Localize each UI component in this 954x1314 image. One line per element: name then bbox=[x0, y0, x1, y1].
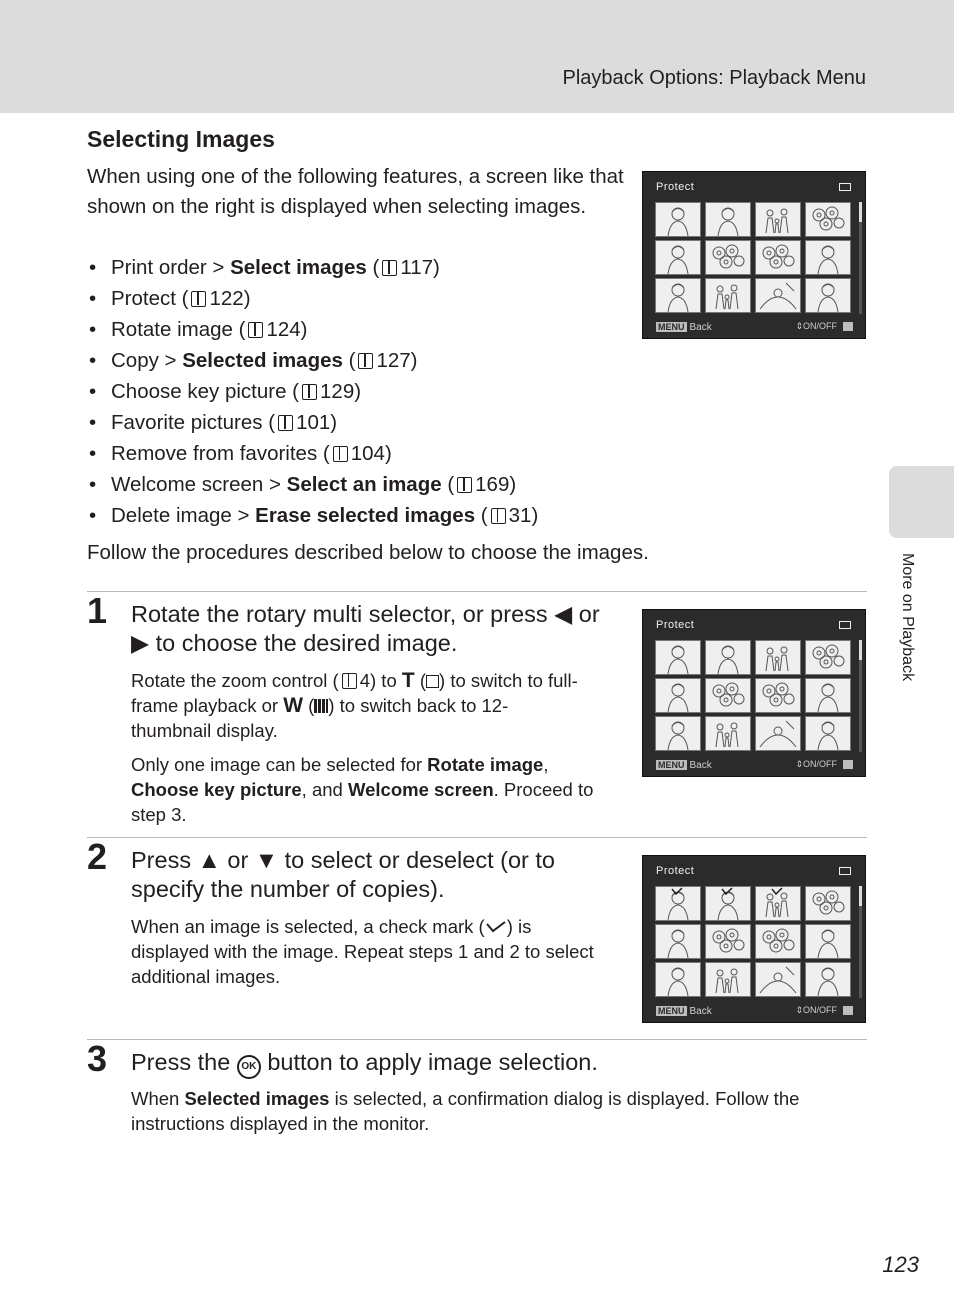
divider bbox=[87, 591, 867, 592]
image-thumbnail[interactable] bbox=[705, 716, 751, 751]
image-thumbnail[interactable] bbox=[755, 924, 801, 959]
screen-title: Protect bbox=[656, 619, 695, 631]
image-thumbnail[interactable] bbox=[755, 962, 801, 997]
image-thumbnail[interactable] bbox=[655, 962, 701, 997]
camera-screen-protect-checked bbox=[642, 855, 866, 1023]
image-thumbnail[interactable] bbox=[705, 962, 751, 997]
image-thumbnail[interactable] bbox=[705, 678, 751, 713]
header-band bbox=[0, 0, 954, 113]
image-thumbnail[interactable] bbox=[655, 202, 701, 237]
thumbnail-icon bbox=[314, 699, 328, 713]
check-mark-icon bbox=[485, 920, 507, 934]
thumbnail-grid bbox=[655, 640, 853, 752]
image-thumbnail[interactable] bbox=[755, 202, 801, 237]
book-icon bbox=[382, 260, 397, 276]
screen-title: Protect bbox=[656, 181, 695, 193]
side-tab bbox=[889, 466, 954, 538]
image-thumbnail[interactable] bbox=[655, 678, 701, 713]
battery-icon bbox=[839, 621, 851, 629]
book-icon bbox=[333, 446, 348, 462]
onoff-hint: ⇕ON/OFF bbox=[795, 321, 853, 332]
list-item: • Rotate image ( 124) bbox=[87, 314, 538, 345]
feature-list bbox=[87, 252, 538, 531]
side-tab-label: More on Playback bbox=[899, 553, 916, 682]
book-icon bbox=[191, 291, 206, 307]
step-note: Only one image can be selected for Rotate image, Choose key picture, and Welcome screen. Proceed to step 3. bbox=[131, 754, 594, 825]
ok-button-icon: OK bbox=[237, 1055, 261, 1079]
list-item: • Favorite pictures ( 101) bbox=[87, 407, 538, 438]
book-icon bbox=[342, 673, 357, 689]
back-hint: MENU Back bbox=[658, 322, 712, 333]
step-number: 1 bbox=[87, 590, 108, 631]
image-thumbnail[interactable] bbox=[655, 278, 701, 313]
step-body: When Selected images is selected, a confirmation dialog is displayed. Follow the instructions displayed in the monitor. bbox=[131, 1088, 800, 1134]
book-icon bbox=[278, 415, 293, 431]
divider bbox=[87, 1039, 867, 1040]
image-thumbnail[interactable] bbox=[705, 924, 751, 959]
image-thumbnail[interactable] bbox=[805, 886, 851, 921]
step-number: 3 bbox=[87, 1038, 108, 1079]
list-item: • Protect ( 122) bbox=[87, 283, 538, 314]
page-number: 123 bbox=[882, 1252, 919, 1277]
intro-text: When using one of the following features, a screen like that shown on the right is displayed when selecting images. bbox=[87, 165, 624, 218]
book-icon bbox=[457, 477, 472, 493]
image-thumbnail[interactable] bbox=[805, 962, 851, 997]
image-thumbnail[interactable] bbox=[705, 640, 751, 675]
list-item: • Remove from favorites ( 104) bbox=[87, 438, 538, 469]
battery-icon bbox=[839, 867, 851, 875]
zoom-icon bbox=[843, 760, 853, 769]
divider bbox=[87, 837, 867, 838]
image-thumbnail[interactable] bbox=[705, 886, 751, 921]
follow-text: Follow the procedures described below to choose the images. bbox=[87, 541, 649, 564]
step-heading: Press the OK button to apply image selection. bbox=[131, 1048, 598, 1079]
book-icon bbox=[358, 353, 373, 369]
list-item: • Welcome screen > Select an image ( 169) bbox=[87, 469, 538, 500]
image-thumbnail[interactable] bbox=[805, 640, 851, 675]
camera-screen-protect bbox=[642, 171, 866, 339]
image-thumbnail[interactable] bbox=[805, 678, 851, 713]
image-thumbnail[interactable] bbox=[655, 640, 701, 675]
step-body: Rotate the zoom control ( 4) to T ( ) to switch to full- frame playback or W ( ) to switch back to 12- thumbnail display. bbox=[131, 669, 578, 741]
image-thumbnail[interactable] bbox=[805, 240, 851, 275]
header-title: Playback Options: Playback Menu bbox=[562, 67, 866, 89]
back-hint: MENU Back bbox=[658, 760, 712, 771]
book-icon bbox=[302, 384, 317, 400]
zoom-in-icon bbox=[426, 675, 439, 688]
image-thumbnail[interactable] bbox=[655, 716, 701, 751]
back-hint: MENU Back bbox=[658, 1006, 712, 1017]
book-icon bbox=[491, 508, 506, 524]
image-thumbnail[interactable] bbox=[805, 278, 851, 313]
section-title: Selecting Images bbox=[87, 126, 275, 152]
thumbnail-grid bbox=[655, 202, 853, 314]
list-item: • Print order > Select images ( 117) bbox=[87, 252, 538, 283]
step-number: 2 bbox=[87, 836, 108, 877]
image-thumbnail[interactable] bbox=[755, 678, 801, 713]
zoom-icon bbox=[843, 1006, 853, 1015]
screen-title: Protect bbox=[656, 865, 695, 877]
list-item: • Copy > Selected images ( 127) bbox=[87, 345, 538, 376]
image-thumbnail[interactable] bbox=[705, 202, 751, 237]
step-heading: Press ▲ or ▼ to select or deselect (or to specify the number of copies). bbox=[131, 847, 555, 902]
image-thumbnail[interactable] bbox=[755, 886, 801, 921]
step-heading: Rotate the rotary multi selector, or press ◀ or ▶ to choose the desired image. bbox=[131, 601, 600, 656]
check-mark-icon bbox=[721, 887, 733, 895]
image-thumbnail[interactable] bbox=[655, 886, 701, 921]
list-item: • Choose key picture ( 129) bbox=[87, 376, 538, 407]
image-thumbnail[interactable] bbox=[805, 716, 851, 751]
image-thumbnail[interactable] bbox=[805, 202, 851, 237]
menu-button-icon: MENU bbox=[658, 760, 685, 770]
scrollbar-thumb bbox=[859, 202, 862, 222]
book-icon bbox=[248, 322, 263, 338]
check-mark-icon bbox=[771, 887, 783, 895]
image-thumbnail[interactable] bbox=[805, 924, 851, 959]
check-mark-icon bbox=[671, 887, 683, 895]
onoff-hint: ⇕ON/OFF bbox=[795, 1005, 853, 1016]
image-thumbnail[interactable] bbox=[655, 924, 701, 959]
camera-screen-protect bbox=[642, 609, 866, 777]
image-thumbnail[interactable] bbox=[755, 278, 801, 313]
image-thumbnail[interactable] bbox=[755, 640, 801, 675]
image-thumbnail[interactable] bbox=[705, 240, 751, 275]
image-thumbnail[interactable] bbox=[655, 240, 701, 275]
menu-button-icon: MENU bbox=[658, 1006, 685, 1016]
image-thumbnail[interactable] bbox=[705, 278, 751, 313]
image-thumbnail[interactable] bbox=[755, 240, 801, 275]
image-thumbnail[interactable] bbox=[755, 716, 801, 751]
onoff-hint: ⇕ON/OFF bbox=[795, 759, 853, 770]
zoom-icon bbox=[843, 322, 853, 331]
battery-icon bbox=[839, 183, 851, 191]
scrollbar-thumb bbox=[859, 886, 862, 906]
scrollbar-thumb bbox=[859, 640, 862, 660]
list-item: • Delete image > Erase selected images ( 31) bbox=[87, 500, 538, 531]
step-body: When an image is selected, a check mark ( ) is displayed with the image. Repeat steps 1 and 2 to select additional images. bbox=[131, 916, 594, 987]
menu-button-icon: MENU bbox=[658, 322, 685, 332]
thumbnail-grid bbox=[655, 886, 853, 998]
